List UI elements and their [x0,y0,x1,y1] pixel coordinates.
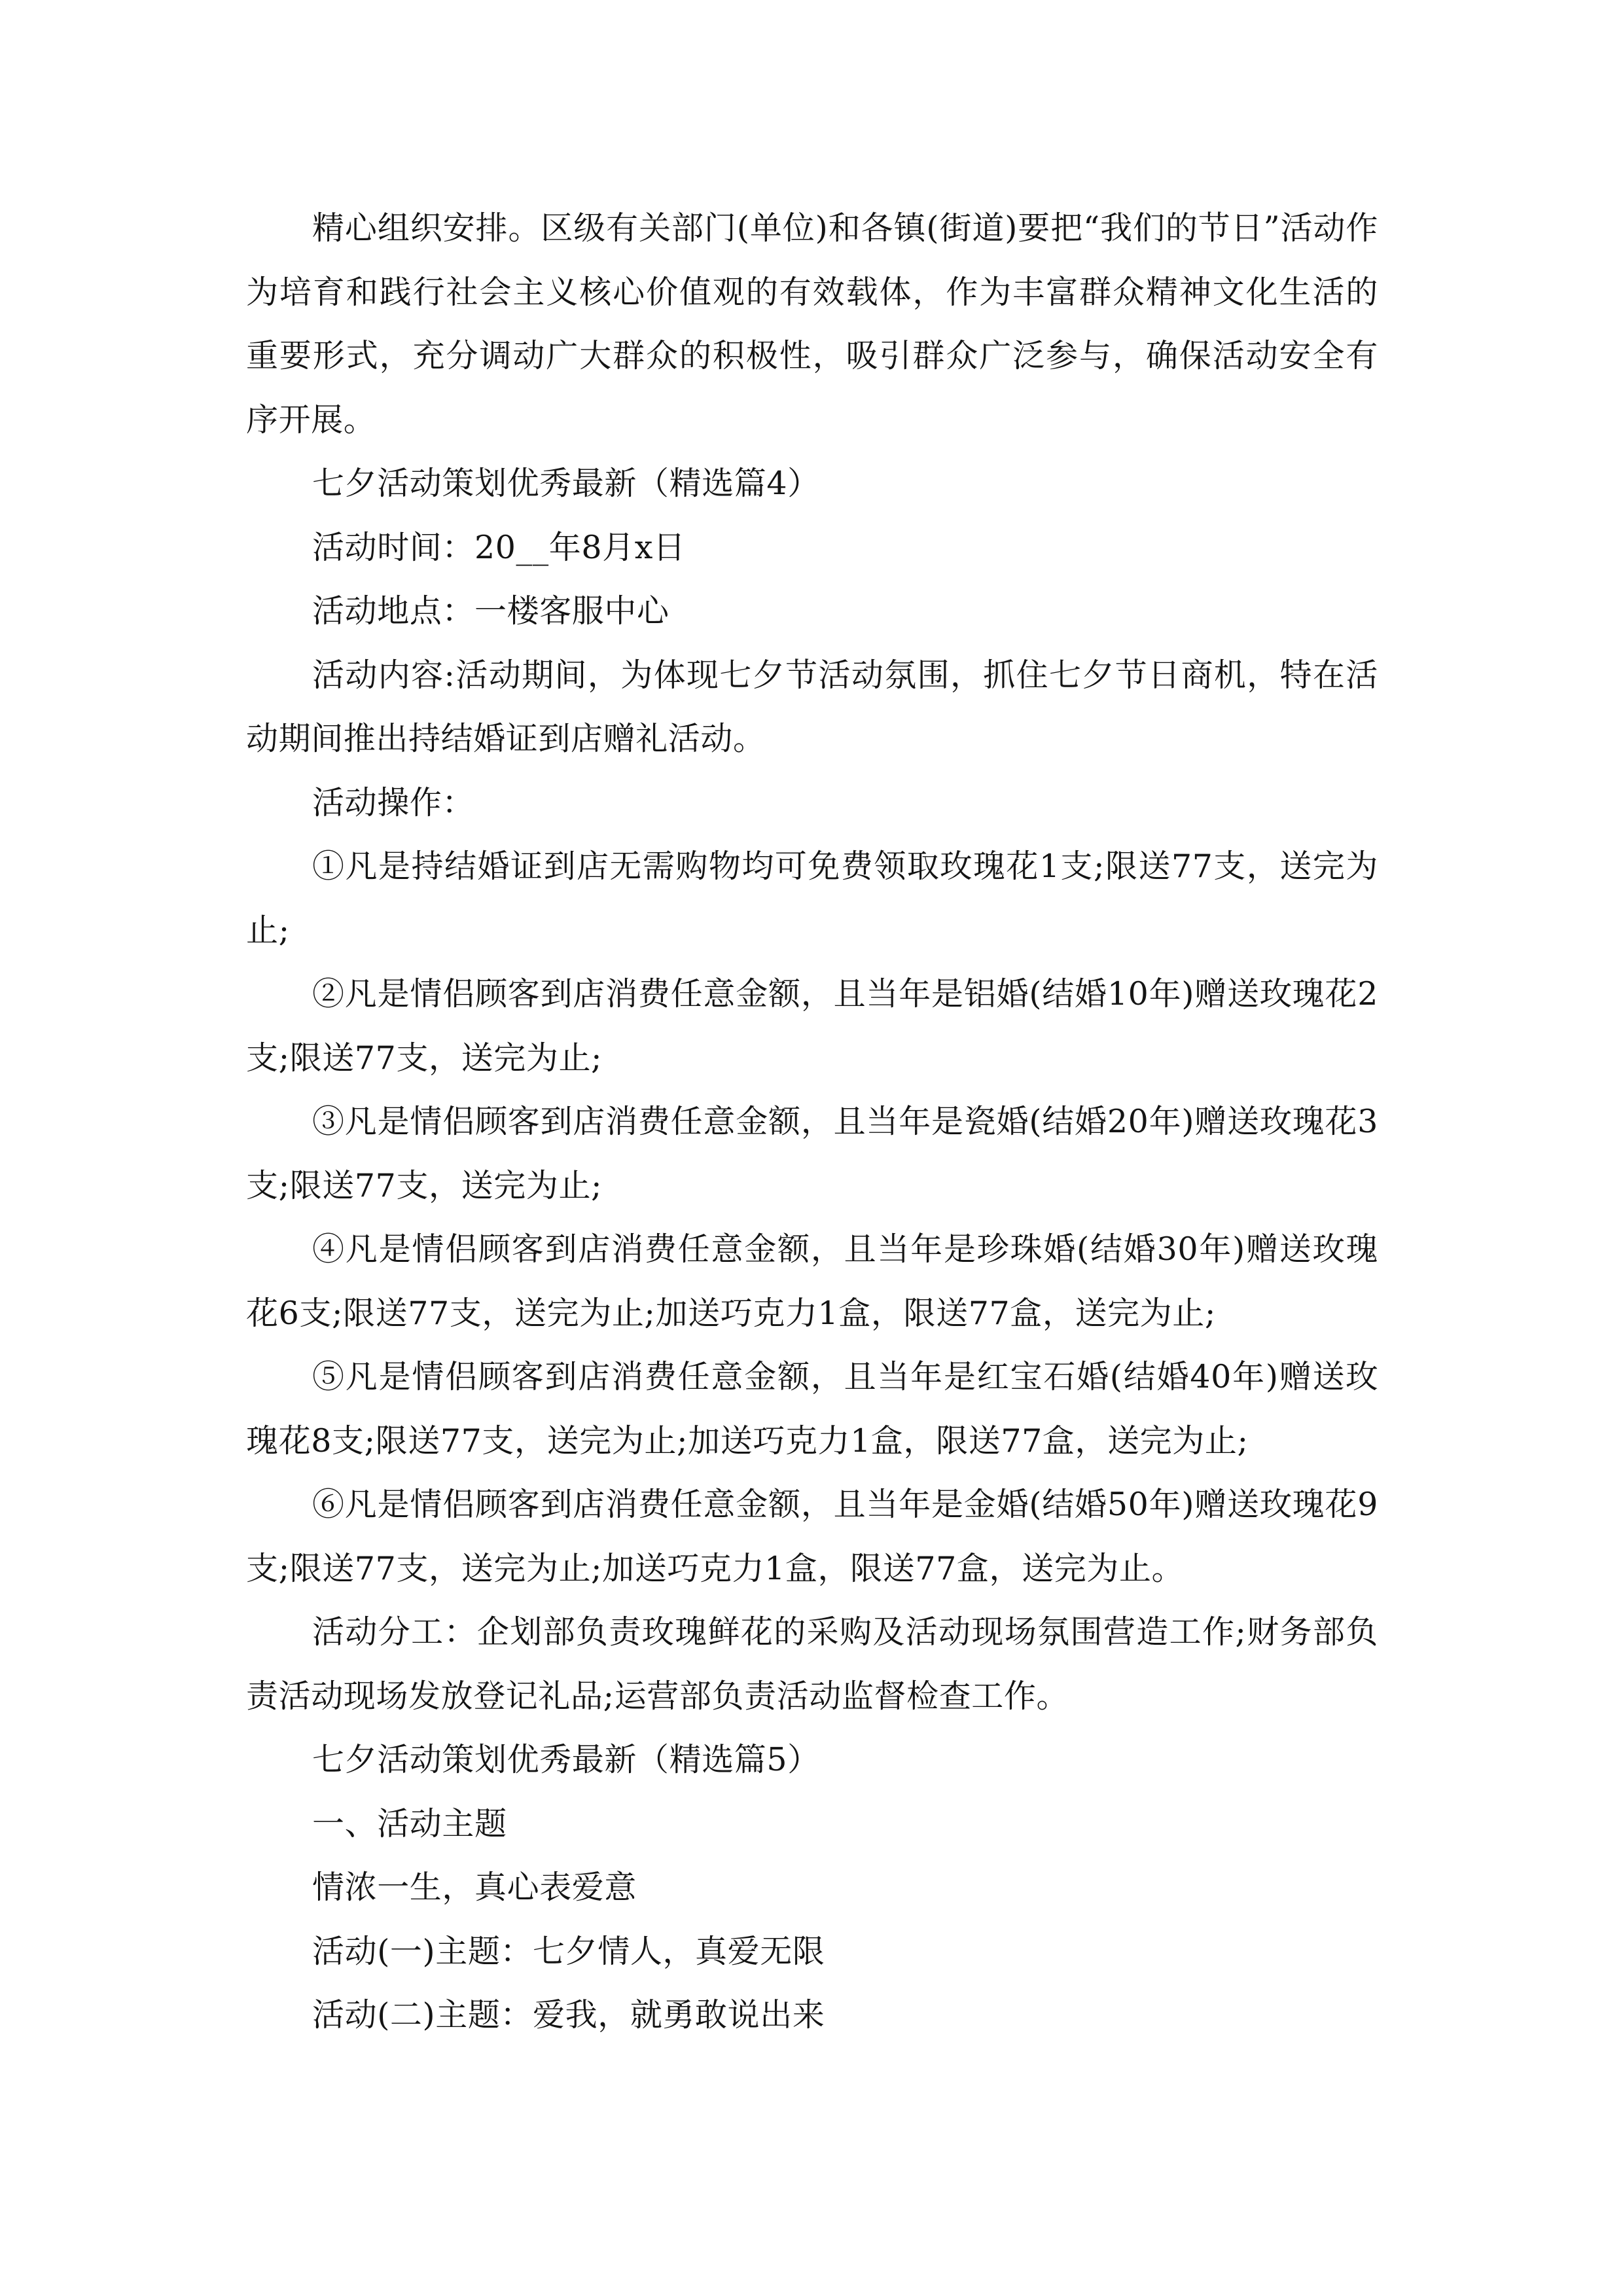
activity-location: 活动地点：一楼客服中心 [312,592,669,630]
theme-text: 情浓一生，真心表爱意 [312,1869,637,1906]
operation-item-4: ④凡是情侣顾客到店消费任意金额，且当年是珍珠婚(结婚30年)赠送玫瑰花6支;限送77支，送完为止;加送巧克力1盒，限送77盒，送完为止; [246,1230,1378,1332]
activity-division: 活动分工：企划部负责玫瑰鲜花的采购及活动现场氛围营造工作;财务部负责活动现场发放登记礼品;运营部负责活动监督检查工作。 [246,1613,1378,1715]
activity-time: 活动时间：20__年8月x日 [312,528,686,566]
intro-paragraph: 精心组织安排。区级有关部门(单位)和各镇(街道)要把“我们的节日”活动作为培育和践行社会主义核心价值观的有效载体，作为丰富群众精神文化生活的重要形式，充分调动广大群众的积极性，吸引群众广泛参与，确保活动安全有序开展。 [246,209,1378,439]
activity-two-theme: 活动(二)主题：爱我，就勇敢说出来 [312,1996,825,2034]
operation-item-2: ②凡是情侣顾客到店消费任意金额，且当年是铝婚(结婚10年)赠送玫瑰花2支;限送77支，送完为止; [246,975,1378,1077]
operation-item-1: ①凡是持结婚证到店无需购物均可免费领取玫瑰花1支;限送77支，送完为止; [246,848,1378,949]
operation-item-5: ⑤凡是情侣顾客到店消费任意金额，且当年是红宝石婚(结婚40年)赠送玫瑰花8支;限送77支，送完为止;加送巧克力1盒，限送77盒，送完为止; [246,1358,1378,1460]
document-body [246,196,1378,2047]
section-heading-5: 七夕活动策划优秀最新（精选篇5） [312,1741,820,1778]
operation-item-3: ③凡是情侣顾客到店消费任意金额，且当年是瓷婚(结婚20年)赠送玫瑰花3支;限送77支，送完为止; [246,1103,1378,1204]
activity-one-theme: 活动(一)主题：七夕情人，真爱无限 [312,1932,825,1970]
operation-item-6: ⑥凡是情侣顾客到店消费任意金额，且当年是金婚(结婚50年)赠送玫瑰花9支;限送77支，送完为止;加送巧克力1盒，限送77盒，送完为止。 [246,1486,1378,1587]
section-heading-4: 七夕活动策划优秀最新（精选篇4） [312,465,820,502]
subsection-theme-title: 一、活动主题 [312,1804,507,1842]
activity-content: 活动内容:活动期间，为体现七夕节活动氛围，抓住七夕节日商机，特在活动期间推出持结婚证到店赠礼活动。 [246,656,1378,757]
activity-operation-label: 活动操作： [312,783,475,821]
